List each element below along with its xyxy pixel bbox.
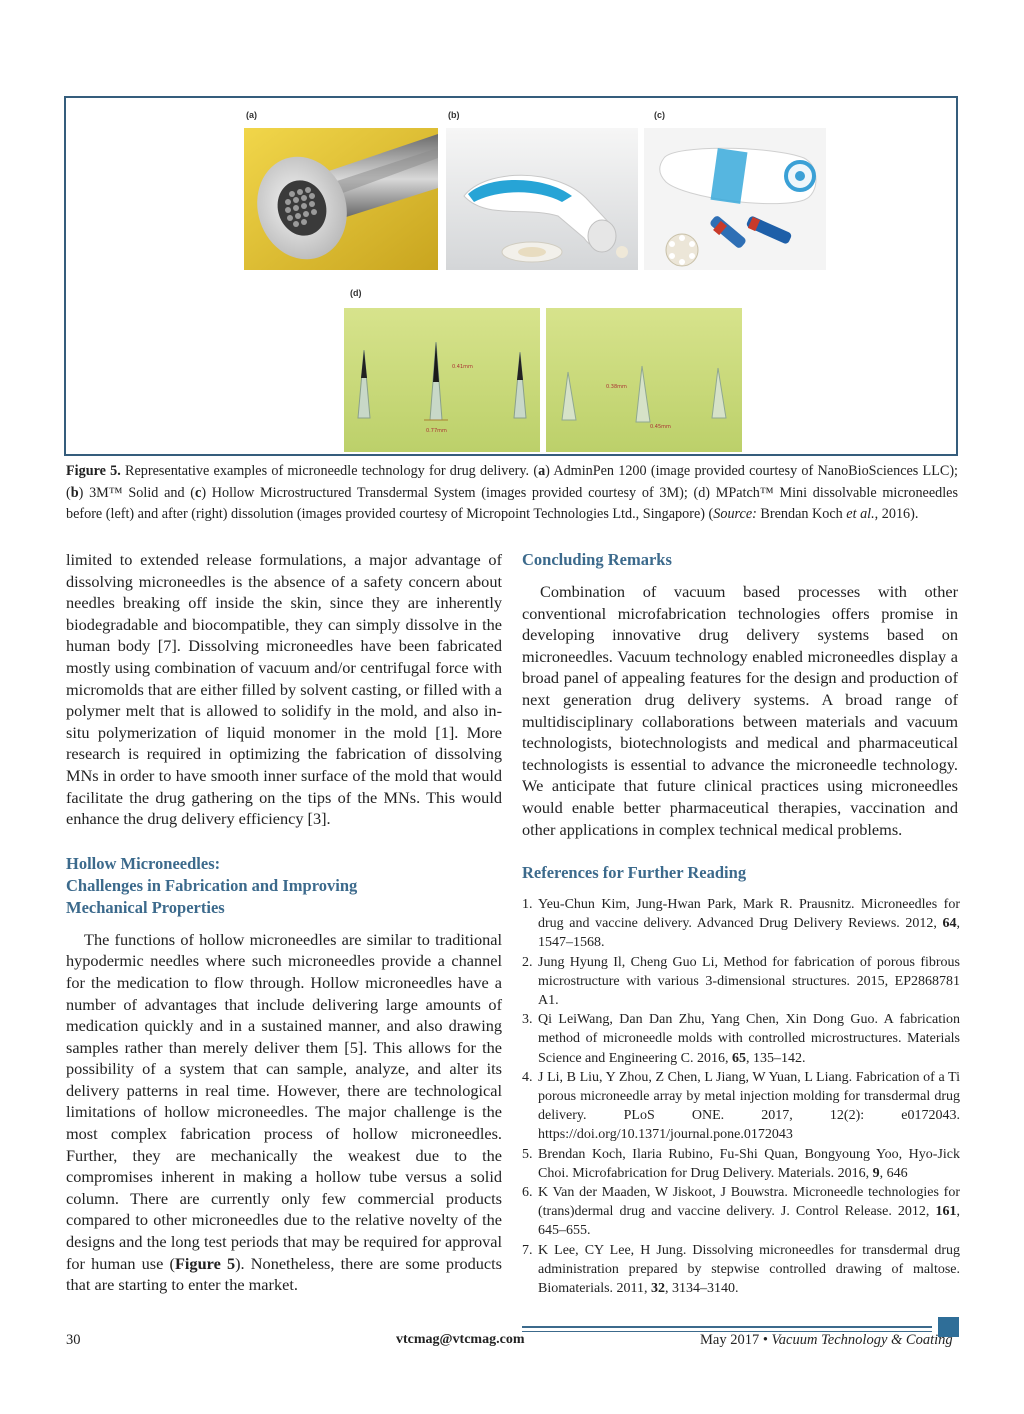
footer-email[interactable]: vtcmag@vtcmag.com [396,1332,525,1347]
left-column [66,549,502,1296]
reference-volume: 64 [942,916,957,932]
section-heading-references: References for Further Reading [522,863,747,883]
reference-volume: 32 [651,1281,666,1297]
reference-number: 7. [522,1242,533,1258]
reference-number: 2. [522,954,533,970]
panel-label-d: (d) [350,288,362,298]
page-number: 30 [66,1332,81,1348]
caption-source: Source: [713,506,757,522]
caption-text: ) 3M™ Solid and ( [78,484,195,501]
measure-label: 0.77mm [426,428,447,434]
reference-body: J Li, B Liu, Y Zhou, Z Chen, L Jiang, W Yuan, L Liang. Fabrication of a Ti porous microneedle array by metal injection molding for transdermal drug delivery. PLoS ONE. 2017, 12(2): e0172043. https://doi.org/10.1371/journal.pone.0172043 [538,1069,960,1143]
reference-text [538,1145,960,1183]
caption-text: , 2016). [874,506,919,522]
heading-line: Challenges in Fabrication and Improving [66,875,358,895]
reference-number: 1. [522,897,533,912]
caption-text: Representative examples of microneedle technology for drug delivery. ( [120,463,539,479]
footer-bullet: • [762,1332,768,1348]
caption-b: b [70,484,79,501]
reference-number: 5. [522,1146,533,1162]
3m-solid-photo [446,128,638,270]
caption-text: ) Hollow Microstructured Transdermal System (images provided courtesy of 3M); (d) MPatch™ Mini dissolvable microneedles before (left) and after (right) dissolution (images provided courtesy of Micropoint Technologies Ltd., Singapore) ( [66,484,958,522]
panel-label-a: (a) [246,110,257,120]
adminpen-photo [244,128,438,270]
reference-pages: , 135–142. [746,1050,806,1066]
divider [522,1326,932,1328]
reference-number: 4. [522,1069,533,1085]
caption-c: c [195,484,202,501]
mpatch-before-photo [344,308,540,452]
reference-number: 6. [522,1185,533,1201]
reference-text [538,1010,960,1068]
reference-item [522,1241,960,1299]
caption-text: ) AdminPen 1200 (image provided courtesy of NanoBioSciences LLC); ( [66,463,958,501]
reference-item [522,953,960,1011]
reference-text [538,1068,960,1145]
reference-volume: 161 [935,1204,957,1220]
caption-lead: Figure 5. [66,463,121,479]
reference-item [522,895,960,953]
reference-body: Qi LeiWang, Dan Dan Zhu, Yang Chen, Xin Dong Guo. A fabrication method of microneedle molds with controlled microstructures. Materials Science and Engineering C. 2016, [538,1012,960,1066]
body-text: ). Nonetheless, there are some products that are starting to enter the market. [66,1253,503,1295]
reference-item [522,1068,960,1145]
reference-item [522,1010,960,1068]
reference-body: K Van der Maaden, W Jiskoot, J Bouwstra. Microneedle technologies for (trans)dermal drug and vaccine delivery. J. Control Release. 2012, [538,1185,960,1220]
reference-body: Yeu-Chun Kim, Jung-Hwan Park, Mark R. Prausnitz. Microneedles for drug and vaccine delivery. Advanced Drug Delivery Reviews. 2012, [538,897,960,932]
footer-date: May 2017 [700,1332,760,1348]
heading-line: Hollow Microneedles: [66,853,221,873]
body-paragraph [66,929,502,1296]
reference-pages: , 646 [879,1165,908,1181]
measure-label: 0.38mm [606,384,627,390]
reference-volume: 65 [732,1050,747,1066]
reference-pages: , 3134–3140. [665,1281,739,1297]
reference-list [522,895,960,1298]
reference-item [522,1183,960,1241]
reference-text [538,1183,960,1241]
reference-pages: , 1547–1568. [538,916,960,951]
figure-ref: Figure 5 [174,1253,236,1273]
section-heading-concluding: Concluding Remarks [522,550,672,569]
reference-volume: 9 [872,1165,880,1181]
caption-a: a [538,463,546,479]
reference-body: Brendan Koch, Ilaria Rubino, Fu-Shi Quan, Bongyoung Yoo, Hyo-Jick Choi. Microfabrication for Drug Delivery. Materials. 2016, [538,1146,960,1181]
caption-text: Brendan Koch [756,506,847,522]
reference-item [522,1145,960,1183]
3m-hollow-photo [644,128,826,270]
heading-line: Mechanical Properties [66,897,225,917]
mpatch-after-photo [546,308,742,452]
reference-body: K Lee, CY Lee, H Jung. Dissolving microneedles for transdermal drug administration prepared by stepwise controlled drawing of maltose. Biomaterials. 2011, [538,1242,960,1297]
footer-journal: Vacuum Technology & Coating [771,1332,953,1348]
right-column [522,549,958,884]
reference-number: 3. [522,1012,533,1028]
section-heading-hollow [66,853,502,919]
panel-label-c: (c) [654,110,665,120]
body-paragraph: Combination of vacuum based processes with other conventional microfabrication technologies offers promise in developing innovative drug delivery systems based on microneedles. Vacuum technology enabled microneedles display a broad panel of appealing features for the design and production of next generation drug delivery systems. A broad range of multidisciplinary collaborations between materials and vacuum technologists, biotechnologists and medical and pharmaceutical technologists is essential to advance the microneedle technology. We anticipate that future clinical practices using microneedles would enable better pharmaceutical therapies, vaccination and other applications in complex technical medical problems. [522,582,958,839]
figure-5 [64,96,958,456]
caption-etal: et al. [846,506,875,522]
footer-issue [700,1332,953,1349]
body-paragraph: limited to extended release formulations, a major advantage of dissolving microneedles is the absence of a safety concern about needles breaking off inside the skin, since they are inherently biodegradable and biocompatible, they can simply dissolve in the human body [7]. Dissolving microneedles have been fabricated mostly using combination of vacuum and/or centrifugal force with micromolds that are either filled by solvent casting, or filled with a polymer melt that is allowed to solidify in the mold, and also in-situ polymerization of liquid monomer in the mold [1]. More research is required in optimizing the fabrication of dissolving MNs in order to have smooth inner surface of the mold that would facilitate the drug gathering on the tips of the MNs. This would enhance the drug delivery efficiency [3]. [66,550,502,829]
measure-label: 0.41mm [452,364,473,370]
reference-text [538,953,960,1011]
reference-text [538,895,960,953]
reference-pages: , 645–655. [538,1204,960,1239]
reference-text [538,1241,960,1299]
reference-body: Jung Hyung Il, Cheng Guo Li, Method for fabrication of porous fibrous microstructure with various 3-dimensional structures. 2015, EP2868781 A1. [538,954,960,1009]
figure-caption [66,461,958,526]
body-text: The functions of hollow microneedles are similar to traditional hypodermic needles where such microneedles provide a channel for the medication to flow through. Hollow microneedles have a number of advantages that include delivering large amounts of medication quickly and in a sustained manner, and also drawing samples rather than merely deliver them [5]. This allows for the possibility of a system that can sample, analyze, and alter its delivery patterns in real time. However, there are technological limitations of hollow microneedles. The major challenge is the most complex fabrication process of hollow microneedles. Further, they are mechanically the weakest due to the compromises inherent in making a hollow tube versus a solid column. There are currently only few commercial products compared to other microneedles due to the relative novelty of the designs and the long test periods that may be required for approval for human use ( [66,929,502,1273]
measure-label: 0.45mm [650,424,671,430]
panel-label-b: (b) [448,110,460,120]
